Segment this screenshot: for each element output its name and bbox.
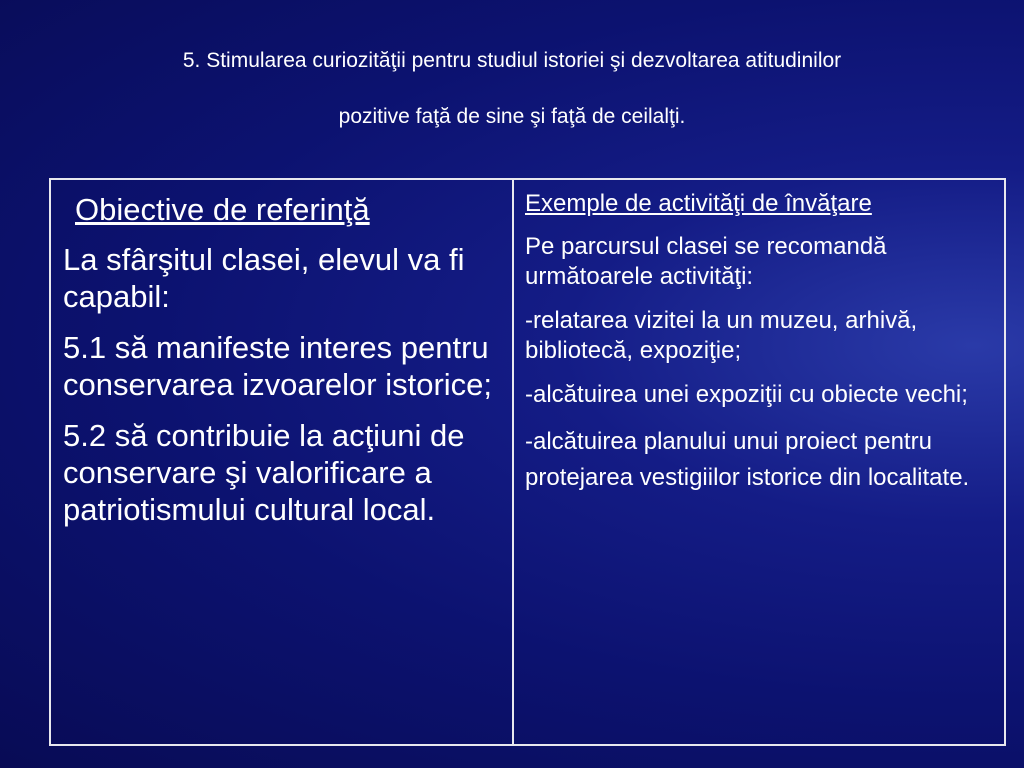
table-column-activities	[514, 180, 1004, 744]
activity-item: -alcătuirea planului unui proiect pentru protejarea vestigiilor istorice din localitate.	[525, 428, 970, 491]
column-header-objectives: Obiective de referinţă	[75, 192, 370, 227]
slide-title-line-1: 5. Stimularea curiozităţii pentru studiul istoriei şi dezvoltarea atitudinilor	[182, 49, 842, 72]
objective-5-1: 5.1 să manifeste interes pentru conservarea izvoarelor istorice;	[63, 330, 493, 402]
activities-intro: Pe parcursul clasei se recomandă următoarele activităţi:	[525, 233, 887, 290]
slide-title-line-2: pozitive faţă de sine şi faţă de ceilalţi.	[338, 105, 686, 128]
slide-title	[40, 42, 984, 135]
objective-5-2: 5.2 să contribuie la acţiuni de conservare şi valorificare a patriotismului cultural local.	[63, 418, 465, 527]
column-header-activities: Exemple de activităţi de învăţare	[525, 190, 872, 217]
objectives-table	[49, 178, 1006, 746]
activity-item: -relatarea vizitei la un muzeu, arhivă, bibliotecă, expoziţie;	[525, 307, 918, 364]
table-column-objectives	[51, 180, 514, 744]
activity-item: -alcătuirea unei expoziţii cu obiecte vechi;	[525, 381, 968, 408]
objective-intro: La sfârşitul clasei, elevul va fi capabil:	[63, 242, 465, 314]
